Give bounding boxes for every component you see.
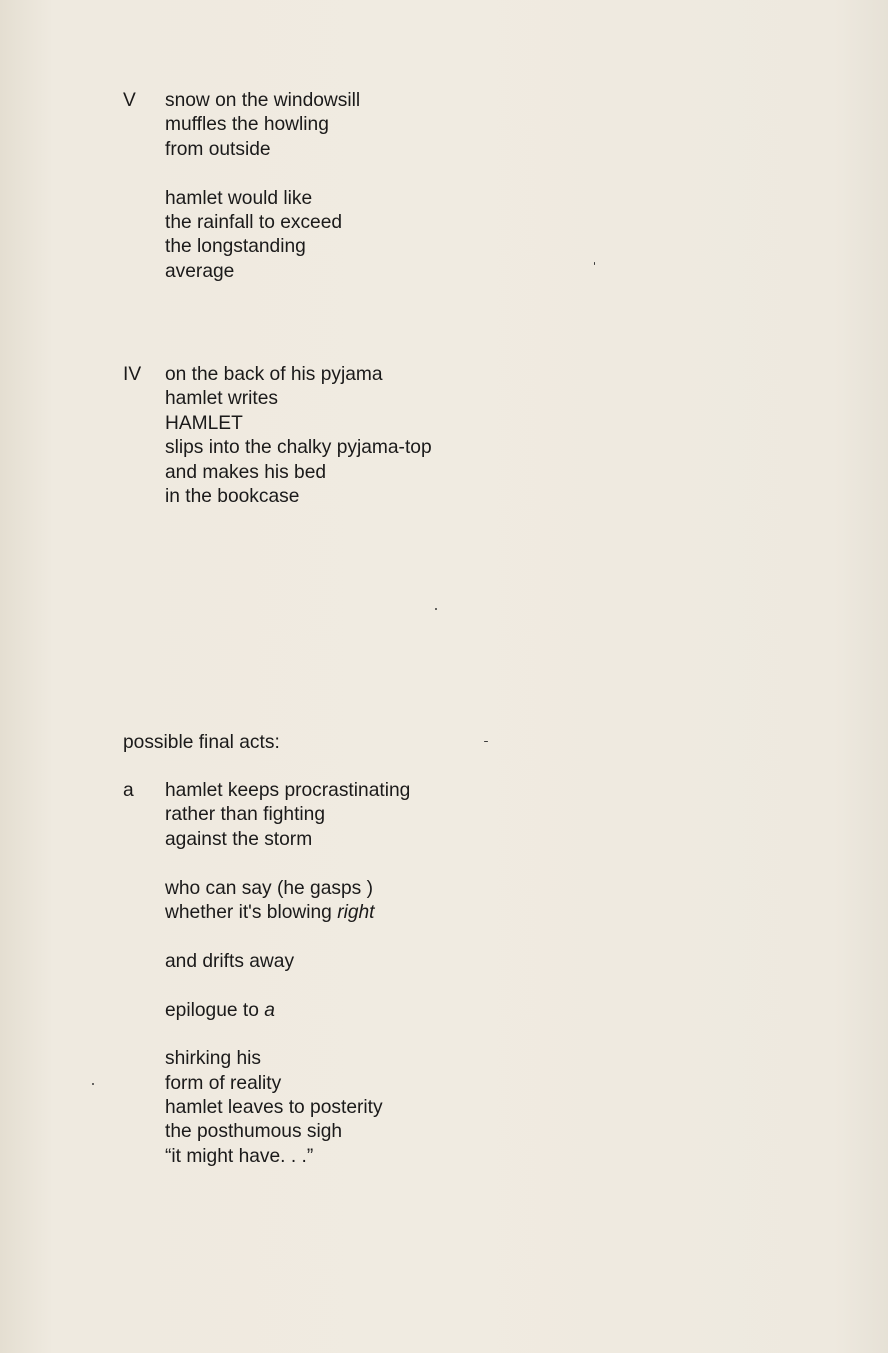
verse-line: snow on the windowsill <box>165 90 361 111</box>
verse-line: form of reality <box>165 1072 282 1094</box>
italic-word: right <box>337 901 375 923</box>
verse-line: hamlet leaves to posterity <box>165 1097 383 1119</box>
verse-line: and makes his bed <box>165 461 327 483</box>
verse-line: the posthumous sigh <box>165 1121 343 1143</box>
verse-line: hamlet writes <box>165 388 279 410</box>
section-numeral-v: V <box>123 90 136 111</box>
verse-line: shirking his <box>165 1048 261 1070</box>
section-v-verse <box>165 89 360 284</box>
verse-line: from outside <box>165 138 271 160</box>
verse-line: in the bookcase <box>165 485 300 507</box>
verse-line: average <box>165 260 235 282</box>
verse-line: hamlet keeps procrastinating <box>165 780 411 801</box>
verse-line: HAMLET <box>165 412 243 434</box>
section-iv-verse <box>165 363 432 509</box>
verse-line: “it might have. . .” <box>165 1145 314 1167</box>
paper-speck <box>594 262 595 265</box>
verse-line: who can say (he gasps ) <box>165 877 373 899</box>
verse-text: whether it's blowing <box>165 901 338 923</box>
stanza-gap <box>165 162 360 186</box>
stanza-gap <box>165 1023 410 1047</box>
paper-speck <box>92 1083 94 1085</box>
paper-speck <box>484 741 488 742</box>
verse-line: slips into the chalky pyjama-top <box>165 437 432 459</box>
stanza-gap <box>165 852 410 876</box>
final-acts-heading: possible final acts: <box>123 732 280 753</box>
verse-line: rather than fighting <box>165 804 326 826</box>
verse-line: the longstanding <box>165 236 306 258</box>
verse-line: on the back of his pyjama <box>165 364 383 385</box>
verse-line: hamlet would like <box>165 187 313 209</box>
paper-speck <box>435 608 437 610</box>
verse-line <box>165 901 410 925</box>
verse-line: the rainfall to exceed <box>165 211 343 233</box>
final-act-marker-a: a <box>123 780 134 801</box>
final-act-a-verse <box>165 779 410 1169</box>
stanza-gap <box>165 974 410 998</box>
stanza-gap <box>165 925 410 949</box>
verse-line: against the storm <box>165 828 313 850</box>
verse-line: and drifts away <box>165 950 295 972</box>
epilogue-line <box>165 999 410 1023</box>
italic-word: a <box>264 999 275 1021</box>
verse-line: muffles the howling <box>165 114 329 136</box>
verse-text: epilogue to <box>165 999 265 1021</box>
section-numeral-iv: IV <box>123 364 142 385</box>
